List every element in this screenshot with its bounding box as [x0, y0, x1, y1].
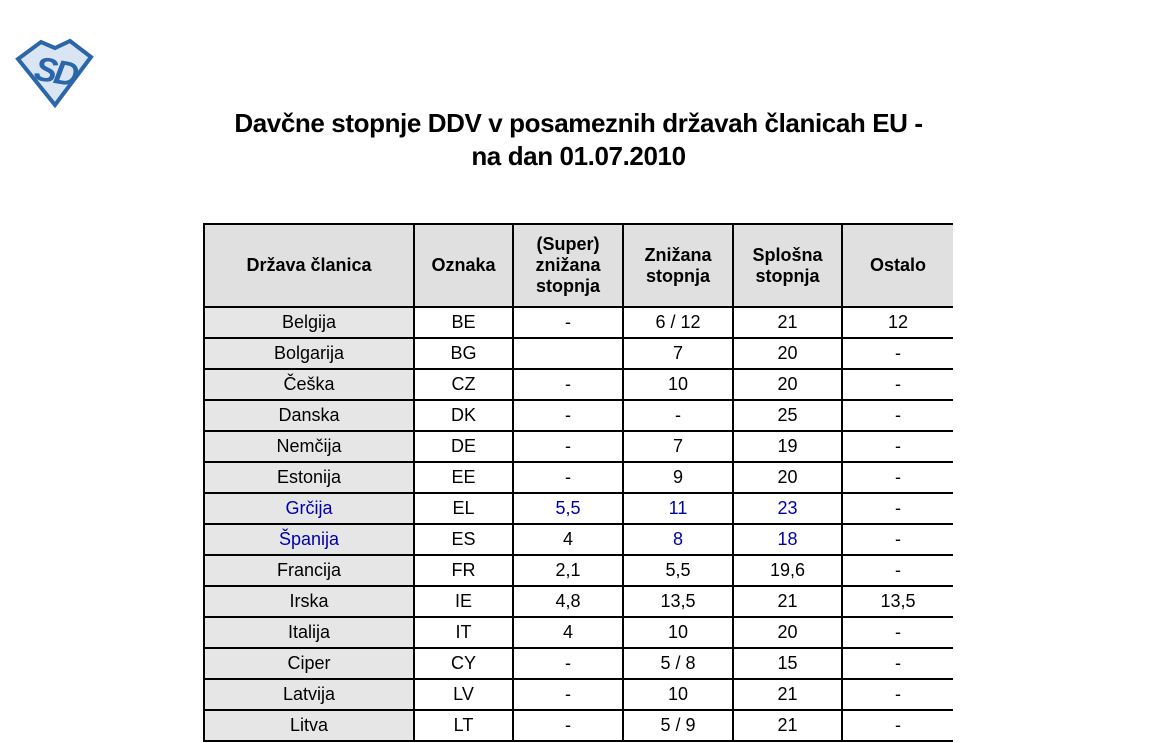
cell-standard-fr: 19,6 [733, 555, 842, 586]
cell-other-it: - [842, 617, 953, 648]
table-row-cz [204, 369, 953, 400]
cell-reduced-ie: 13,5 [623, 586, 733, 617]
cell-reduced-de: 7 [623, 431, 733, 462]
cell-other-lt: - [842, 710, 953, 741]
cell-super_reduced-es: 4 [513, 524, 623, 555]
cell-country-cz: Češka [204, 369, 414, 400]
cell-super_reduced-fr: 2,1 [513, 555, 623, 586]
table-row-it [204, 617, 953, 648]
cell-other-de: - [842, 431, 953, 462]
cell-code-lt: LT [414, 710, 513, 741]
column-header-country: Država članica [204, 224, 414, 307]
cell-other-be: 12 [842, 307, 953, 338]
cell-super_reduced-ie: 4,8 [513, 586, 623, 617]
cell-super_reduced-be: - [513, 307, 623, 338]
column-header-reduced: Znižana stopnja [623, 224, 733, 307]
cell-reduced-cy: 5 / 8 [623, 648, 733, 679]
cell-code-be: BE [414, 307, 513, 338]
table-row-dk [204, 400, 953, 431]
cell-code-dk: DK [414, 400, 513, 431]
table-row-ee [204, 462, 953, 493]
cell-other-cy: - [842, 648, 953, 679]
cell-code-it: IT [414, 617, 513, 648]
table-header [204, 224, 953, 307]
cell-super_reduced-cz: - [513, 369, 623, 400]
cell-code-ie: IE [414, 586, 513, 617]
cell-other-lv: - [842, 679, 953, 710]
cell-code-cz: CZ [414, 369, 513, 400]
sd-logo-icon [14, 37, 96, 109]
cell-reduced-cz: 10 [623, 369, 733, 400]
table-row-es [204, 524, 953, 555]
cell-country-cy: Ciper [204, 648, 414, 679]
cell-other-bg: - [842, 338, 953, 369]
cell-other-ie: 13,5 [842, 586, 953, 617]
cell-standard-lv: 21 [733, 679, 842, 710]
column-header-other: Ostalo [842, 224, 953, 307]
table-row-cy [204, 648, 953, 679]
cell-country-ee: Estonija [204, 462, 414, 493]
cell-country-bg: Bolgarija [204, 338, 414, 369]
cell-standard-be: 21 [733, 307, 842, 338]
cell-standard-ee: 20 [733, 462, 842, 493]
cell-super_reduced-bg [513, 338, 623, 369]
cell-code-es: ES [414, 524, 513, 555]
cell-standard-es: 18 [733, 524, 842, 555]
cell-other-ee: - [842, 462, 953, 493]
table-row-be [204, 307, 953, 338]
cell-super_reduced-cy: - [513, 648, 623, 679]
vat-rates-table [203, 223, 953, 742]
column-header-code: Oznaka [414, 224, 513, 307]
cell-reduced-it: 10 [623, 617, 733, 648]
cell-super_reduced-de: - [513, 431, 623, 462]
cell-code-ee: EE [414, 462, 513, 493]
cell-country-it: Italija [204, 617, 414, 648]
cell-super_reduced-lt: - [513, 710, 623, 741]
table-header-row [204, 224, 953, 307]
cell-other-es: - [842, 524, 953, 555]
cell-reduced-lv: 10 [623, 679, 733, 710]
cell-standard-bg: 20 [733, 338, 842, 369]
table-row-el [204, 493, 953, 524]
cell-country-be: Belgija [204, 307, 414, 338]
cell-standard-it: 20 [733, 617, 842, 648]
cell-country-es: Španija [204, 524, 414, 555]
table-body [204, 307, 953, 741]
cell-standard-de: 19 [733, 431, 842, 462]
cell-other-fr: - [842, 555, 953, 586]
cell-reduced-bg: 7 [623, 338, 733, 369]
cell-country-lv: Latvija [204, 679, 414, 710]
cell-super_reduced-it: 4 [513, 617, 623, 648]
table-row-de [204, 431, 953, 462]
page-title-line1: Davčne stopnje DDV v posameznih državah članicah EU - [234, 108, 923, 138]
cell-country-de: Nemčija [204, 431, 414, 462]
cell-other-el: - [842, 493, 953, 524]
table-row-lv [204, 679, 953, 710]
cell-standard-lt: 21 [733, 710, 842, 741]
table-row-fr [204, 555, 953, 586]
cell-super_reduced-dk: - [513, 400, 623, 431]
cell-other-cz: - [842, 369, 953, 400]
cell-standard-cy: 15 [733, 648, 842, 679]
cell-reduced-ee: 9 [623, 462, 733, 493]
cell-country-ie: Irska [204, 586, 414, 617]
cell-standard-ie: 21 [733, 586, 842, 617]
column-header-standard: Splošna stopnja [733, 224, 842, 307]
cell-reduced-be: 6 / 12 [623, 307, 733, 338]
cell-reduced-dk: - [623, 400, 733, 431]
page-title-line2: na dan 01.07.2010 [471, 141, 686, 171]
cell-standard-dk: 25 [733, 400, 842, 431]
cell-code-lv: LV [414, 679, 513, 710]
column-header-super_reduced: (Super) znižana stopnja [513, 224, 623, 307]
cell-reduced-el: 11 [623, 493, 733, 524]
cell-super_reduced-lv: - [513, 679, 623, 710]
sd-logo-svg [14, 37, 96, 109]
cell-code-el: EL [414, 493, 513, 524]
cell-code-de: DE [414, 431, 513, 462]
cell-reduced-es: 8 [623, 524, 733, 555]
logo-letters: SD [31, 49, 79, 95]
cell-country-lt: Litva [204, 710, 414, 741]
cell-code-fr: FR [414, 555, 513, 586]
cell-other-dk: - [842, 400, 953, 431]
cell-standard-cz: 20 [733, 369, 842, 400]
cell-country-dk: Danska [204, 400, 414, 431]
cell-country-fr: Francija [204, 555, 414, 586]
cell-super_reduced-el: 5,5 [513, 493, 623, 524]
cell-reduced-fr: 5,5 [623, 555, 733, 586]
cell-code-cy: CY [414, 648, 513, 679]
cell-standard-el: 23 [733, 493, 842, 524]
table-row-lt [204, 710, 953, 741]
table-row-bg [204, 338, 953, 369]
cell-country-el: Grčija [204, 493, 414, 524]
cell-reduced-lt: 5 / 9 [623, 710, 733, 741]
table-row-ie [204, 586, 953, 617]
cell-code-bg: BG [414, 338, 513, 369]
page-title [0, 107, 1157, 173]
cell-super_reduced-ee: - [513, 462, 623, 493]
